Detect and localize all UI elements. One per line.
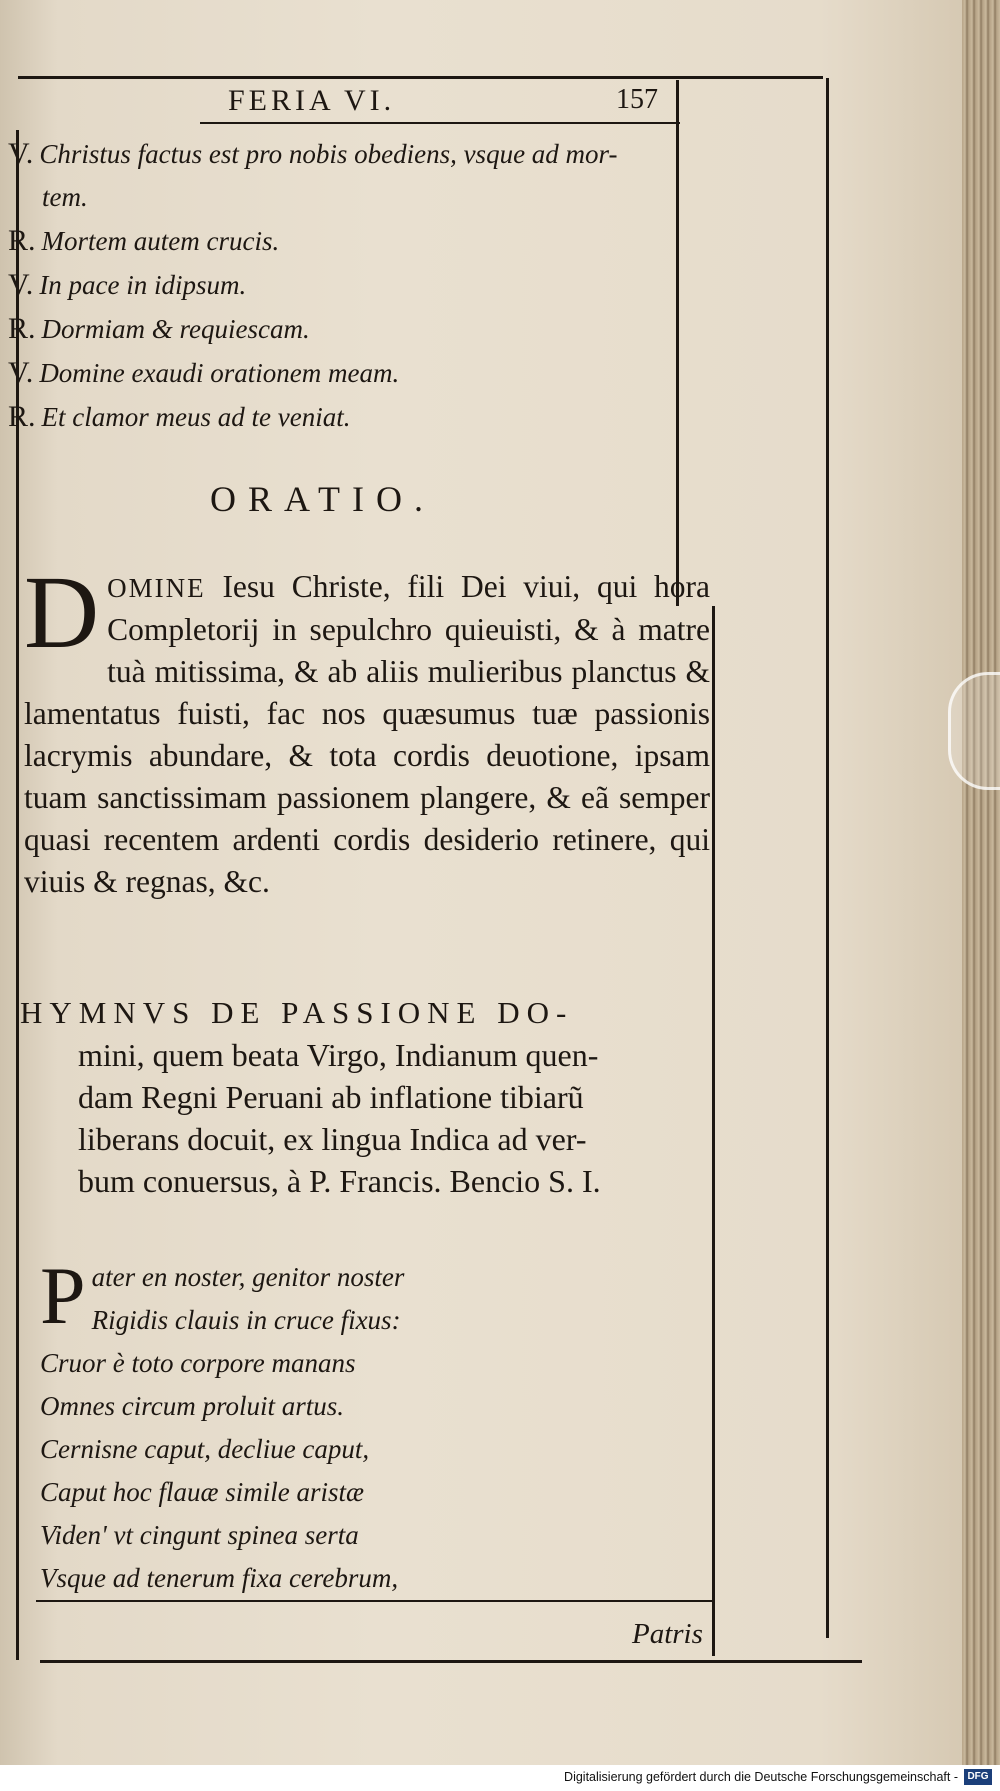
- response-mark: R.: [8, 312, 36, 345]
- hymn-subtitle-line: dam Regni Peruani ab inflatione tibiarũ: [78, 1079, 584, 1115]
- hymn-subtitle-line: mini, quem beata Virgo, Indianum quen-: [78, 1037, 599, 1073]
- outer-right-rule: [826, 78, 829, 1638]
- page-header: [18, 84, 678, 120]
- versicle-line: V. Christus factus est pro nobis obediens, vsque ad mor-: [8, 137, 618, 170]
- versicles: [8, 132, 692, 439]
- first-word: OMINE: [107, 573, 206, 603]
- versicle-line: tem.: [42, 182, 88, 212]
- hymn-subtitle-line: liberans docuit, ex lingua Indica ad ver-: [78, 1121, 587, 1157]
- oratio-heading: ORATIO.: [210, 479, 435, 519]
- digitization-credit: Digitalisierung gefördert durch die Deutsche Forschungsgemeinschaft -: [564, 1770, 958, 1784]
- oratio-text: [24, 555, 711, 903]
- book-clip: [948, 672, 1000, 790]
- dfg-logo: DFG: [964, 1769, 992, 1785]
- hymn-subtitle-line: bum conuersus, à P. Francis. Bencio S. I.: [78, 1163, 601, 1199]
- top-rule: [18, 76, 823, 79]
- response-line: R. Mortem autem crucis.: [8, 224, 280, 257]
- poem-line: Omnes circum proluit artus.: [40, 1391, 344, 1421]
- poem-drop-capital: P: [40, 1250, 86, 1341]
- hymn-poem: [40, 1250, 700, 1600]
- running-title: FERIA VI.: [228, 84, 396, 117]
- footer-bar: [0, 1765, 1000, 1791]
- response-line: R. Et clamor meus ad te veniat.: [8, 400, 351, 433]
- poem-line: Cernisne caput, decliue caput,: [40, 1434, 370, 1464]
- versicle-line: V. In pace in idipsum.: [8, 268, 247, 301]
- page-number: 157: [616, 84, 658, 115]
- prayer-body: Iesu Christe, fili Dei viui, qui hora Completorij in sepulchro quieuisti, & à matre tuà mitissima, & ab aliis mulieribus planctus & lamentatus fuisti, fac nos quæsumus tuæ passionis lacrymis abundare, & tota cordis deuotione, ipsam tuam sanctissimam passionem plangere, & eã semper quasi recentem ardenti cordis desiderio retinere, qui viuis & regnas, &c.: [24, 569, 711, 899]
- response-mark: R.: [8, 224, 36, 257]
- poem-line: Rigidis clauis in cruce fixus:: [91, 1305, 401, 1335]
- poem-line: Viden' vt cingunt spinea serta: [40, 1520, 359, 1550]
- versicle-line: V. Domine exaudi orationem meam.: [8, 356, 400, 389]
- response-line: R. Dormiam & requiescam.: [8, 312, 310, 345]
- text-right-rule: [712, 606, 715, 1656]
- poem-line: Caput hoc flauæ simile aristæ: [40, 1477, 365, 1507]
- versicle-mark: V.: [8, 137, 34, 170]
- poem-bottom-rule: [36, 1600, 712, 1602]
- versicle-mark: V.: [8, 356, 34, 389]
- versicle-mark: V.: [8, 268, 34, 301]
- response-mark: R.: [8, 400, 36, 433]
- page-edge: [962, 0, 1000, 1765]
- drop-capital: D: [24, 555, 100, 670]
- hymn-title: HYMNVS DE PASSIONE DO-: [20, 995, 574, 1030]
- bottom-rule: [40, 1660, 862, 1663]
- poem-line: Vsque ad tenerum fixa cerebrum,: [40, 1563, 399, 1593]
- poem-line: ater en noster, genitor noster: [91, 1262, 405, 1292]
- poem-line: Cruor è toto corpore manans: [40, 1348, 356, 1378]
- header-underline: [200, 122, 680, 124]
- hymn-heading: [20, 992, 710, 1202]
- catchword: Patris: [632, 1618, 703, 1650]
